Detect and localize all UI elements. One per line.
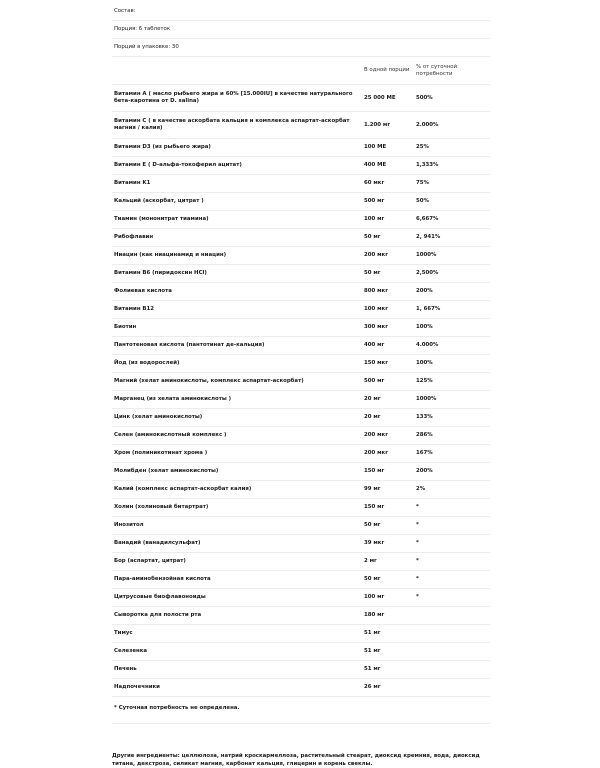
table-row bbox=[112, 112, 490, 139]
cell-amount: 200 мкг bbox=[364, 252, 389, 258]
cell-amount: 99 мг bbox=[364, 486, 381, 492]
table-row bbox=[112, 481, 490, 499]
table-row bbox=[112, 175, 490, 193]
table-row bbox=[112, 229, 490, 247]
other-ingredients: Другие ингредиенты: целлюлоза, натрий кроскармеллоза, растительный стеарат, диоксид кремния, вода, диоксид титана, декстроза, силикат магния, карбонат кальция, глицерин и корень свеклы. bbox=[112, 753, 480, 767]
cell-name: Инозитол bbox=[114, 522, 144, 528]
cell-amount: 50 мг bbox=[364, 522, 381, 528]
table-row bbox=[112, 85, 490, 112]
cell-name: Рибофлавин bbox=[114, 234, 154, 240]
cell-dv: 4.000% bbox=[416, 342, 439, 348]
cell-amount: 1.200 мг bbox=[364, 121, 391, 128]
cell-name: Пара-аминобензойная кислота bbox=[114, 576, 211, 582]
table-row bbox=[112, 571, 490, 589]
cell-name: Тиамин (мононитрат тиамина) bbox=[114, 216, 209, 222]
cell-name: Витамин E ( D-альфа-токоферил ацитат) bbox=[114, 162, 242, 168]
cell-name: Витамин D3 (из рыбьего жира) bbox=[114, 144, 211, 150]
cell-name: Ванадий (ванадилсульфат) bbox=[114, 540, 201, 546]
cell-name: Фолиевая кислота bbox=[114, 288, 172, 294]
table-row bbox=[112, 409, 490, 427]
cell-name: Хром (полиникотинат хрома ) bbox=[114, 450, 208, 456]
table-row bbox=[112, 625, 490, 643]
table-header bbox=[112, 57, 490, 85]
table-row bbox=[112, 535, 490, 553]
table-row bbox=[112, 553, 490, 571]
cell-name: Витамин A ( масло рыбьего жира и 60% [15.000IU] в качестве натурального бета-каротина от D. salina) bbox=[114, 91, 353, 104]
cell-dv: 1,333% bbox=[416, 162, 439, 168]
cell-name: Биотин bbox=[114, 324, 137, 330]
cell-amount: 300 мкг bbox=[364, 324, 389, 330]
servings-per-container: Порций в упаковке: 30 bbox=[112, 39, 490, 57]
cell-amount: 20 мг bbox=[364, 396, 381, 402]
cell-dv: * bbox=[416, 522, 419, 528]
table-row bbox=[112, 301, 490, 319]
table-row bbox=[112, 373, 490, 391]
cell-amount: 39 мкг bbox=[364, 540, 385, 546]
cell-amount: 500 мг bbox=[364, 198, 385, 204]
cell-name: Кальций (аскорбат, цитрат ) bbox=[114, 198, 204, 204]
cell-name: Холин (холиновый битартрат) bbox=[114, 504, 209, 510]
cell-dv: 500% bbox=[416, 94, 433, 101]
table-row bbox=[112, 337, 490, 355]
cell-amount: 200 мкг bbox=[364, 450, 389, 456]
cell-dv: 2% bbox=[416, 486, 426, 492]
cell-amount: 150 мг bbox=[364, 504, 385, 510]
cell-amount: 50 мг bbox=[364, 576, 381, 582]
cell-name: Молибден (хелат аминокислоты) bbox=[114, 468, 219, 474]
table-row bbox=[112, 517, 490, 535]
cell-amount: 400 МЕ bbox=[364, 162, 387, 168]
cell-dv: 2.000% bbox=[416, 121, 439, 128]
composition-document bbox=[112, 3, 490, 768]
cell-dv: 50% bbox=[416, 198, 429, 204]
cell-amount: 500 мг bbox=[364, 378, 385, 384]
table-row bbox=[112, 427, 490, 445]
cell-name: Бор (аспартат, цитрат) bbox=[114, 558, 186, 564]
cell-amount: 150 мкг bbox=[364, 360, 389, 366]
cell-name: Магний (хелат аминокислоты, комплекс аспартат-аскорбат) bbox=[114, 378, 304, 384]
table-row bbox=[112, 607, 490, 625]
table-row bbox=[112, 445, 490, 463]
table-row bbox=[112, 589, 490, 607]
cell-amount: 800 мкг bbox=[364, 288, 389, 294]
cell-amount: 50 мг bbox=[364, 270, 381, 276]
cell-name: Надпочечники bbox=[114, 684, 160, 690]
cell-amount: 60 мкг bbox=[364, 180, 385, 186]
table-row bbox=[112, 247, 490, 265]
cell-amount: 2 мг bbox=[364, 558, 377, 564]
cell-name: Селезенка bbox=[114, 648, 148, 654]
cell-name: Марганец (из хелата аминокислоты ) bbox=[114, 396, 232, 402]
table-row bbox=[112, 679, 490, 697]
cell-amount: 100 мг bbox=[364, 216, 385, 222]
table-row bbox=[112, 193, 490, 211]
cell-name: Селен (аминокислотный комплекс ) bbox=[114, 432, 227, 438]
cell-dv: 6,667% bbox=[416, 216, 439, 222]
table-row bbox=[112, 355, 490, 373]
cell-dv: 1000% bbox=[416, 396, 437, 402]
table-row bbox=[112, 661, 490, 679]
cell-dv: 286% bbox=[416, 432, 433, 438]
serving-size: Порция: 6 таблеток bbox=[112, 21, 490, 39]
cell-dv: * bbox=[416, 540, 419, 546]
table-row bbox=[112, 319, 490, 337]
cell-name: Ниацин (как ниацинамид и ниацин) bbox=[114, 252, 227, 258]
table-row bbox=[112, 211, 490, 229]
table-row bbox=[112, 139, 490, 157]
cell-dv: 200% bbox=[416, 288, 433, 294]
cell-dv: 100% bbox=[416, 360, 433, 366]
cell-dv: * bbox=[416, 576, 419, 582]
cell-name: Печень bbox=[114, 666, 137, 672]
footnote: * Суточная потребность не определена. bbox=[112, 697, 490, 724]
column-amount-header: В одной порции bbox=[364, 67, 410, 73]
composition-title: Состав: bbox=[112, 3, 490, 21]
cell-name: Сыворотка для полости рта bbox=[114, 612, 202, 618]
cell-name: Цитрусовые биофлавоноиды bbox=[114, 594, 206, 600]
cell-name: Йод (из водорослей) bbox=[114, 360, 180, 366]
cell-amount: 26 мг bbox=[364, 684, 381, 690]
cell-amount: 51 мг bbox=[364, 666, 381, 672]
table-row bbox=[112, 499, 490, 517]
cell-dv: 125% bbox=[416, 378, 433, 384]
cell-dv: 2, 941% bbox=[416, 234, 441, 240]
cell-amount: 20 мг bbox=[364, 414, 381, 420]
cell-name: Витамин B6 (пиридоксин HCl) bbox=[114, 270, 207, 276]
cell-amount: 400 мг bbox=[364, 342, 385, 348]
cell-amount: 51 мг bbox=[364, 648, 381, 654]
cell-amount: 100 мкг bbox=[364, 306, 389, 312]
table-row bbox=[112, 265, 490, 283]
cell-name: Пантотеновая кислота (пантотинат де-кальция) bbox=[114, 342, 265, 348]
cell-dv: * bbox=[416, 594, 419, 600]
cell-dv: * bbox=[416, 558, 419, 564]
table-row bbox=[112, 643, 490, 661]
cell-dv: 133% bbox=[416, 414, 433, 420]
table-row bbox=[112, 157, 490, 175]
cell-name: Калий (комплекс аспартат-аскорбат калия) bbox=[114, 486, 252, 492]
cell-dv: 2,500% bbox=[416, 270, 439, 276]
cell-name: Витамин K1 bbox=[114, 180, 151, 186]
cell-amount: 50 мг bbox=[364, 234, 381, 240]
cell-dv: 200% bbox=[416, 468, 433, 474]
cell-amount: 25 000 МЕ bbox=[364, 94, 396, 101]
cell-amount: 150 мг bbox=[364, 468, 385, 474]
table-row bbox=[112, 283, 490, 301]
cell-dv: 167% bbox=[416, 450, 433, 456]
cell-name: Тимус bbox=[114, 630, 133, 636]
cell-name: Витамин B12 bbox=[114, 306, 155, 312]
cell-dv: 1000% bbox=[416, 252, 437, 258]
nutrient-table-body bbox=[112, 85, 490, 697]
cell-amount: 100 мг bbox=[364, 594, 385, 600]
table-row bbox=[112, 391, 490, 409]
cell-dv: 100% bbox=[416, 324, 433, 330]
cell-amount: 51 мг bbox=[364, 630, 381, 636]
cell-name: Витамин C ( в качестве аскорбата кальция и комплекса аспартат-аскорбат магния / калия) bbox=[114, 118, 350, 131]
cell-amount: 180 мг bbox=[364, 612, 385, 618]
cell-dv: 75% bbox=[416, 180, 429, 186]
cell-dv: * bbox=[416, 504, 419, 510]
cell-dv: 25% bbox=[416, 144, 429, 150]
column-dv-header: % от суточной потребности bbox=[416, 63, 458, 77]
table-row bbox=[112, 463, 490, 481]
cell-dv: 1, 667% bbox=[416, 306, 441, 312]
cell-amount: 200 мкг bbox=[364, 432, 389, 438]
cell-amount: 100 МЕ bbox=[364, 144, 387, 150]
cell-name: Цинк (хелат аминокислоты) bbox=[114, 414, 203, 420]
